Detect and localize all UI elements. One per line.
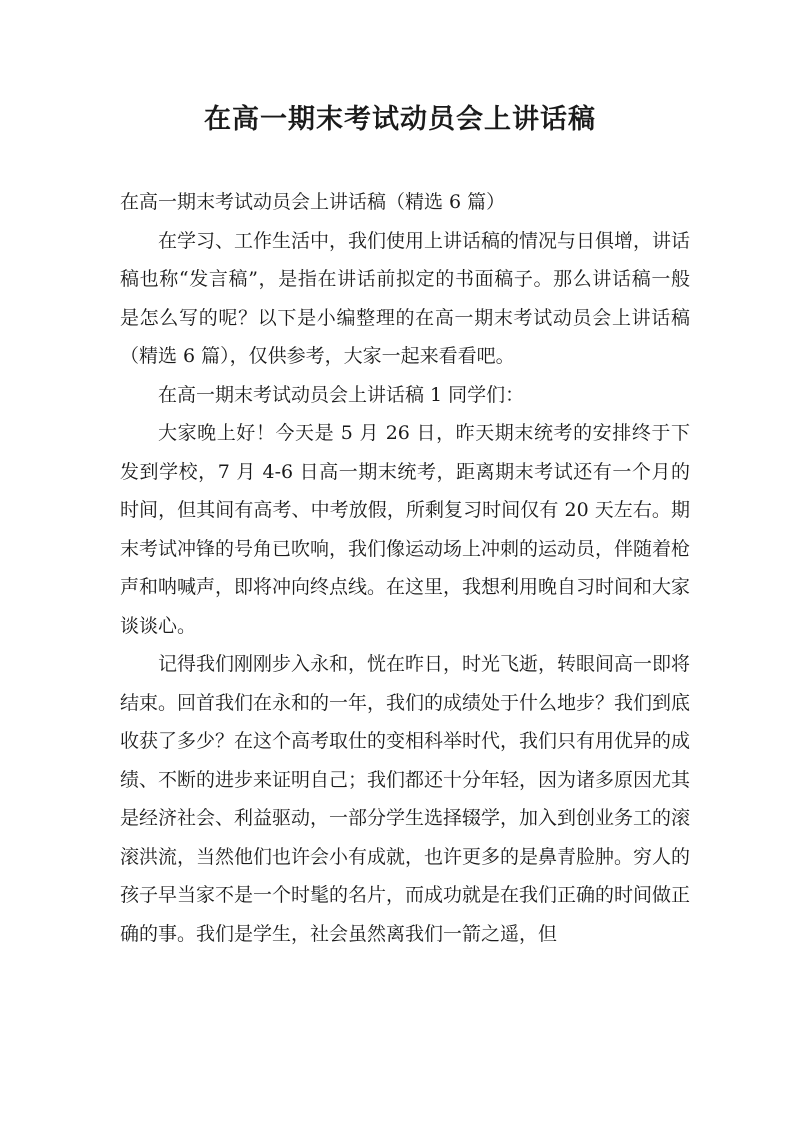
paragraph-intro: 在学习、工作生活中，我们使用上讲话稿的情况与日俱增，讲话稿也称“发言稿”，是指在讲话前拟定的书面稿子。那么讲话稿一般是怎么写的呢？以下是小编整理的在高一期末考试动员会上讲话稿（精选 6 篇），仅供参考，大家一起来看看吧。 (120, 229, 691, 367)
document-subtitle: 在高一期末考试动员会上讲话稿（精选 6 篇） (120, 191, 506, 213)
paragraph-speech-heading: 在高一期末考试动员会上讲话稿 1 同学们： (158, 383, 525, 406)
paragraph-reflection: 记得我们刚刚步入永和，恍在昨日，时光飞逝，转眼间高一即将结束。回首我们在永和的一年，我们的成绩处于什么地步？我们到底收获了多少？在这个高考取仕的变相科举时代，我们只有用优异的成绩、不断的进步来证明自己；我们都还十分年轻，因为诸多原因尤其是经济社会、利益驱动，一部分学生选择辍学，加入到创业务工的滚滚洪流，当然他们也许会小有成就，也许更多的是鼻青脸肿。穷人的孩子早当家不是一个时髦的名片，而成功就是在我们正确的时间做正确的事。我们是学生，社会虽然离我们一箭之遥，但 (120, 653, 691, 945)
document-title: 在高一期末考试动员会上讲话稿 (204, 104, 596, 135)
document-body (120, 183, 690, 953)
paragraph-greeting: 大家晚上好！今天是 5 月 26 日，昨天期末统考的安排终于下发到学校，7 月 4-6 日高一期末统考，距离期末考试还有一个月的时间，但其间有高考、中考放假，所剩复习时间仅有 20 天左右。期末考试冲锋的号角已吹响，我们像运动场上冲刺的运动员，伴随着枪声和呐喊声，即将冲向终点线。在这里，我想利用晚自习时间和大家谈谈心。 (120, 422, 691, 637)
